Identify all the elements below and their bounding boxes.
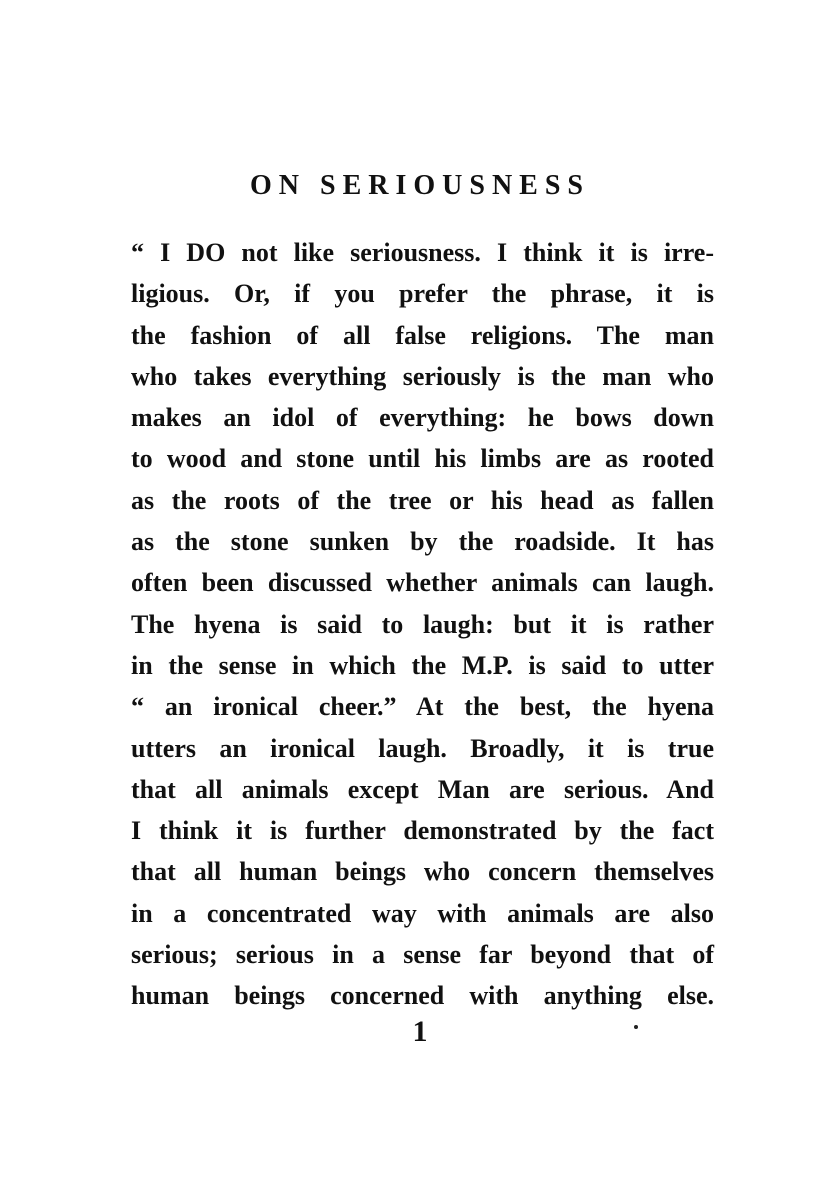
text-line: in a concentrated way with animals are also	[131, 898, 714, 928]
text-line: that all human beings who concern themselves	[131, 857, 714, 887]
ink-speck	[634, 1025, 638, 1029]
text-line: “ I DO not like seriousness. I think it is irre-	[131, 238, 714, 267]
text-line: human beings concerned with anything else.	[131, 981, 714, 1011]
text-line: ligious. Or, if you prefer the phrase, it is	[131, 279, 714, 309]
text-line: The hyena is said to laugh: but it is rather	[131, 609, 714, 639]
text-line: makes an idol of everything: he bows down	[131, 403, 714, 433]
text-line: that all animals except Man are serious. And	[131, 774, 714, 804]
text-line: the fashion of all false religions. The man	[131, 320, 714, 350]
text-line: serious; serious in a sense far beyond that of	[131, 940, 714, 970]
body-paragraph	[131, 232, 714, 1017]
text-line: as the roots of the tree or his head as fallen	[131, 485, 714, 515]
page-number: 1	[412, 1015, 428, 1048]
text-line: to wood and stone until his limbs are as rooted	[131, 444, 714, 474]
text-line: as the stone sunken by the roadside. It has	[131, 527, 714, 557]
text-line: utters an ironical laugh. Broadly, it is true	[131, 733, 714, 763]
chapter-title: ON SERIOUSNESS	[250, 170, 590, 201]
text-line: “ an ironical cheer.” At the best, the hyena	[131, 692, 714, 722]
text-line: I think it is further demonstrated by the fact	[131, 816, 714, 846]
text-line: often been discussed whether animals can laugh.	[131, 568, 714, 598]
text-line: who takes everything seriously is the man who	[131, 361, 714, 391]
text-line: in the sense in which the M.P. is said to utter	[131, 650, 714, 680]
